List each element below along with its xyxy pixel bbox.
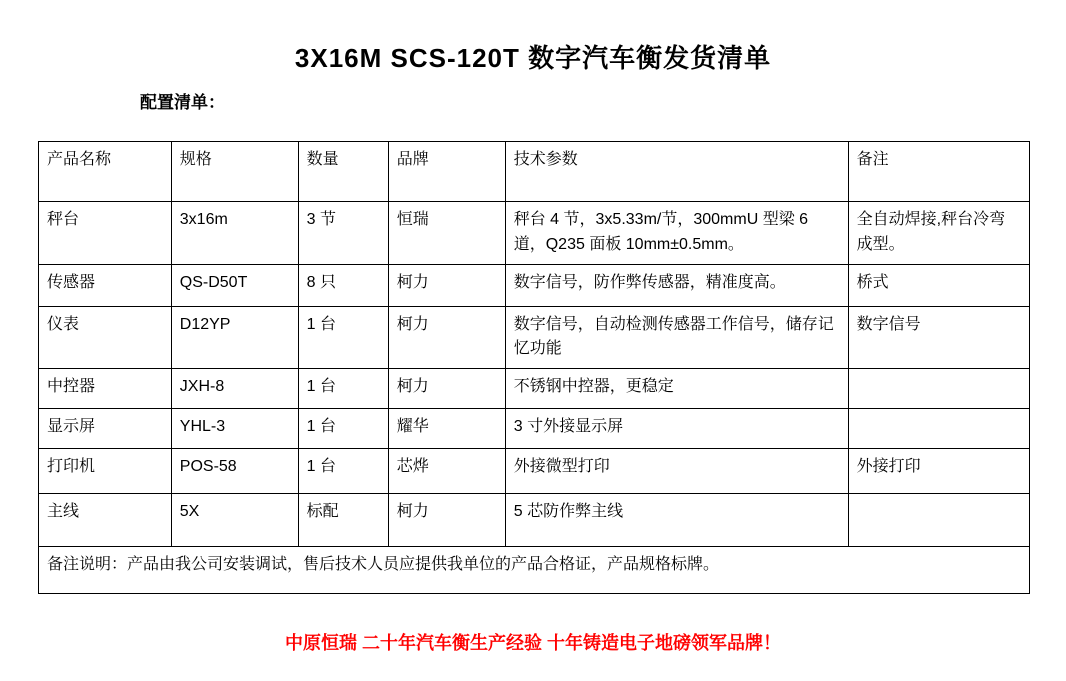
table-cell: 1 台 xyxy=(298,306,388,369)
table-cell: 耀华 xyxy=(388,409,505,449)
table-cell: 3x16m xyxy=(171,202,298,265)
table-row xyxy=(39,202,1030,265)
table-cell: 不锈钢中控器，更稳定 xyxy=(505,369,848,409)
table-cell: 传感器 xyxy=(39,264,172,306)
table-cell: 柯力 xyxy=(388,369,505,409)
header-cell: 数量 xyxy=(298,142,388,202)
shipping-list-table xyxy=(38,141,1030,594)
table-cell xyxy=(848,494,1029,547)
table-cell: 柯力 xyxy=(388,306,505,369)
table-cell: 5 芯防作弊主线 xyxy=(505,494,848,547)
table-row xyxy=(39,306,1030,369)
table-cell: 5X xyxy=(171,494,298,547)
table-footer xyxy=(39,547,1030,594)
table-cell: 秤台 xyxy=(39,202,172,265)
config-list-label: 配置清单： xyxy=(140,93,225,112)
table-cell: 中控器 xyxy=(39,369,172,409)
table-cell: 标配 xyxy=(298,494,388,547)
table-cell: QS-D50T xyxy=(171,264,298,306)
page-title: 3X16M SCS-120T 数字汽车衡发货清单 xyxy=(294,43,772,73)
table-cell: 数字信号 xyxy=(848,306,1029,369)
table-row xyxy=(39,449,1030,494)
table-cell: POS-58 xyxy=(171,449,298,494)
table-cell: 桥式 xyxy=(848,264,1029,306)
table-cell: 1 台 xyxy=(298,369,388,409)
table-cell: 柯力 xyxy=(388,494,505,547)
table-cell: 仪表 xyxy=(39,306,172,369)
table-cell: 柯力 xyxy=(388,264,505,306)
header-cell: 规格 xyxy=(171,142,298,202)
table-row xyxy=(39,369,1030,409)
table-cell: D12YP xyxy=(171,306,298,369)
table-cell: 数字信号，防作弊传感器，精准度高。 xyxy=(505,264,848,306)
table-cell xyxy=(848,409,1029,449)
table-cell: YHL-3 xyxy=(171,409,298,449)
note-row xyxy=(39,547,1030,594)
table-cell: 1 台 xyxy=(298,449,388,494)
table-cell: 3 节 xyxy=(298,202,388,265)
header-cell: 技术参数 xyxy=(505,142,848,202)
table-cell: 主线 xyxy=(39,494,172,547)
table-cell: 打印机 xyxy=(39,449,172,494)
header-cell: 产品名称 xyxy=(39,142,172,202)
table-cell: 芯烨 xyxy=(388,449,505,494)
table-body xyxy=(39,202,1030,547)
table-cell: 3 寸外接显示屏 xyxy=(505,409,848,449)
table-cell: 外接微型打印 xyxy=(505,449,848,494)
table-cell: JXH-8 xyxy=(171,369,298,409)
table-row xyxy=(39,494,1030,547)
table-cell: 显示屏 xyxy=(39,409,172,449)
note-cell: 备注说明：产品由我公司安装调试，售后技术人员应提供我单位的产品合格证，产品规格标牌。 xyxy=(39,547,1030,594)
table-row xyxy=(39,264,1030,306)
table-cell: 1 台 xyxy=(298,409,388,449)
table-cell: 秤台 4 节，3x5.33m/节，300mmU 型梁 6 道，Q235 面板 10mm±0.5mm。 xyxy=(505,202,848,265)
brand-slogan: 中原恒瑞 二十年汽车衡生产经验 十年铸造电子地磅领军品牌！ xyxy=(285,633,781,653)
header-row xyxy=(39,142,1030,202)
table-cell: 数字信号，自动检测传感器工作信号，储存记忆功能 xyxy=(505,306,848,369)
table-row xyxy=(39,409,1030,449)
table-cell: 恒瑞 xyxy=(388,202,505,265)
table-cell xyxy=(848,369,1029,409)
table-cell: 全自动焊接,秤台冷弯成型。 xyxy=(848,202,1029,265)
table-cell: 外接打印 xyxy=(848,449,1029,494)
header-cell: 品牌 xyxy=(388,142,505,202)
table-cell: 8 只 xyxy=(298,264,388,306)
header-cell: 备注 xyxy=(848,142,1029,202)
table-header xyxy=(39,142,1030,202)
